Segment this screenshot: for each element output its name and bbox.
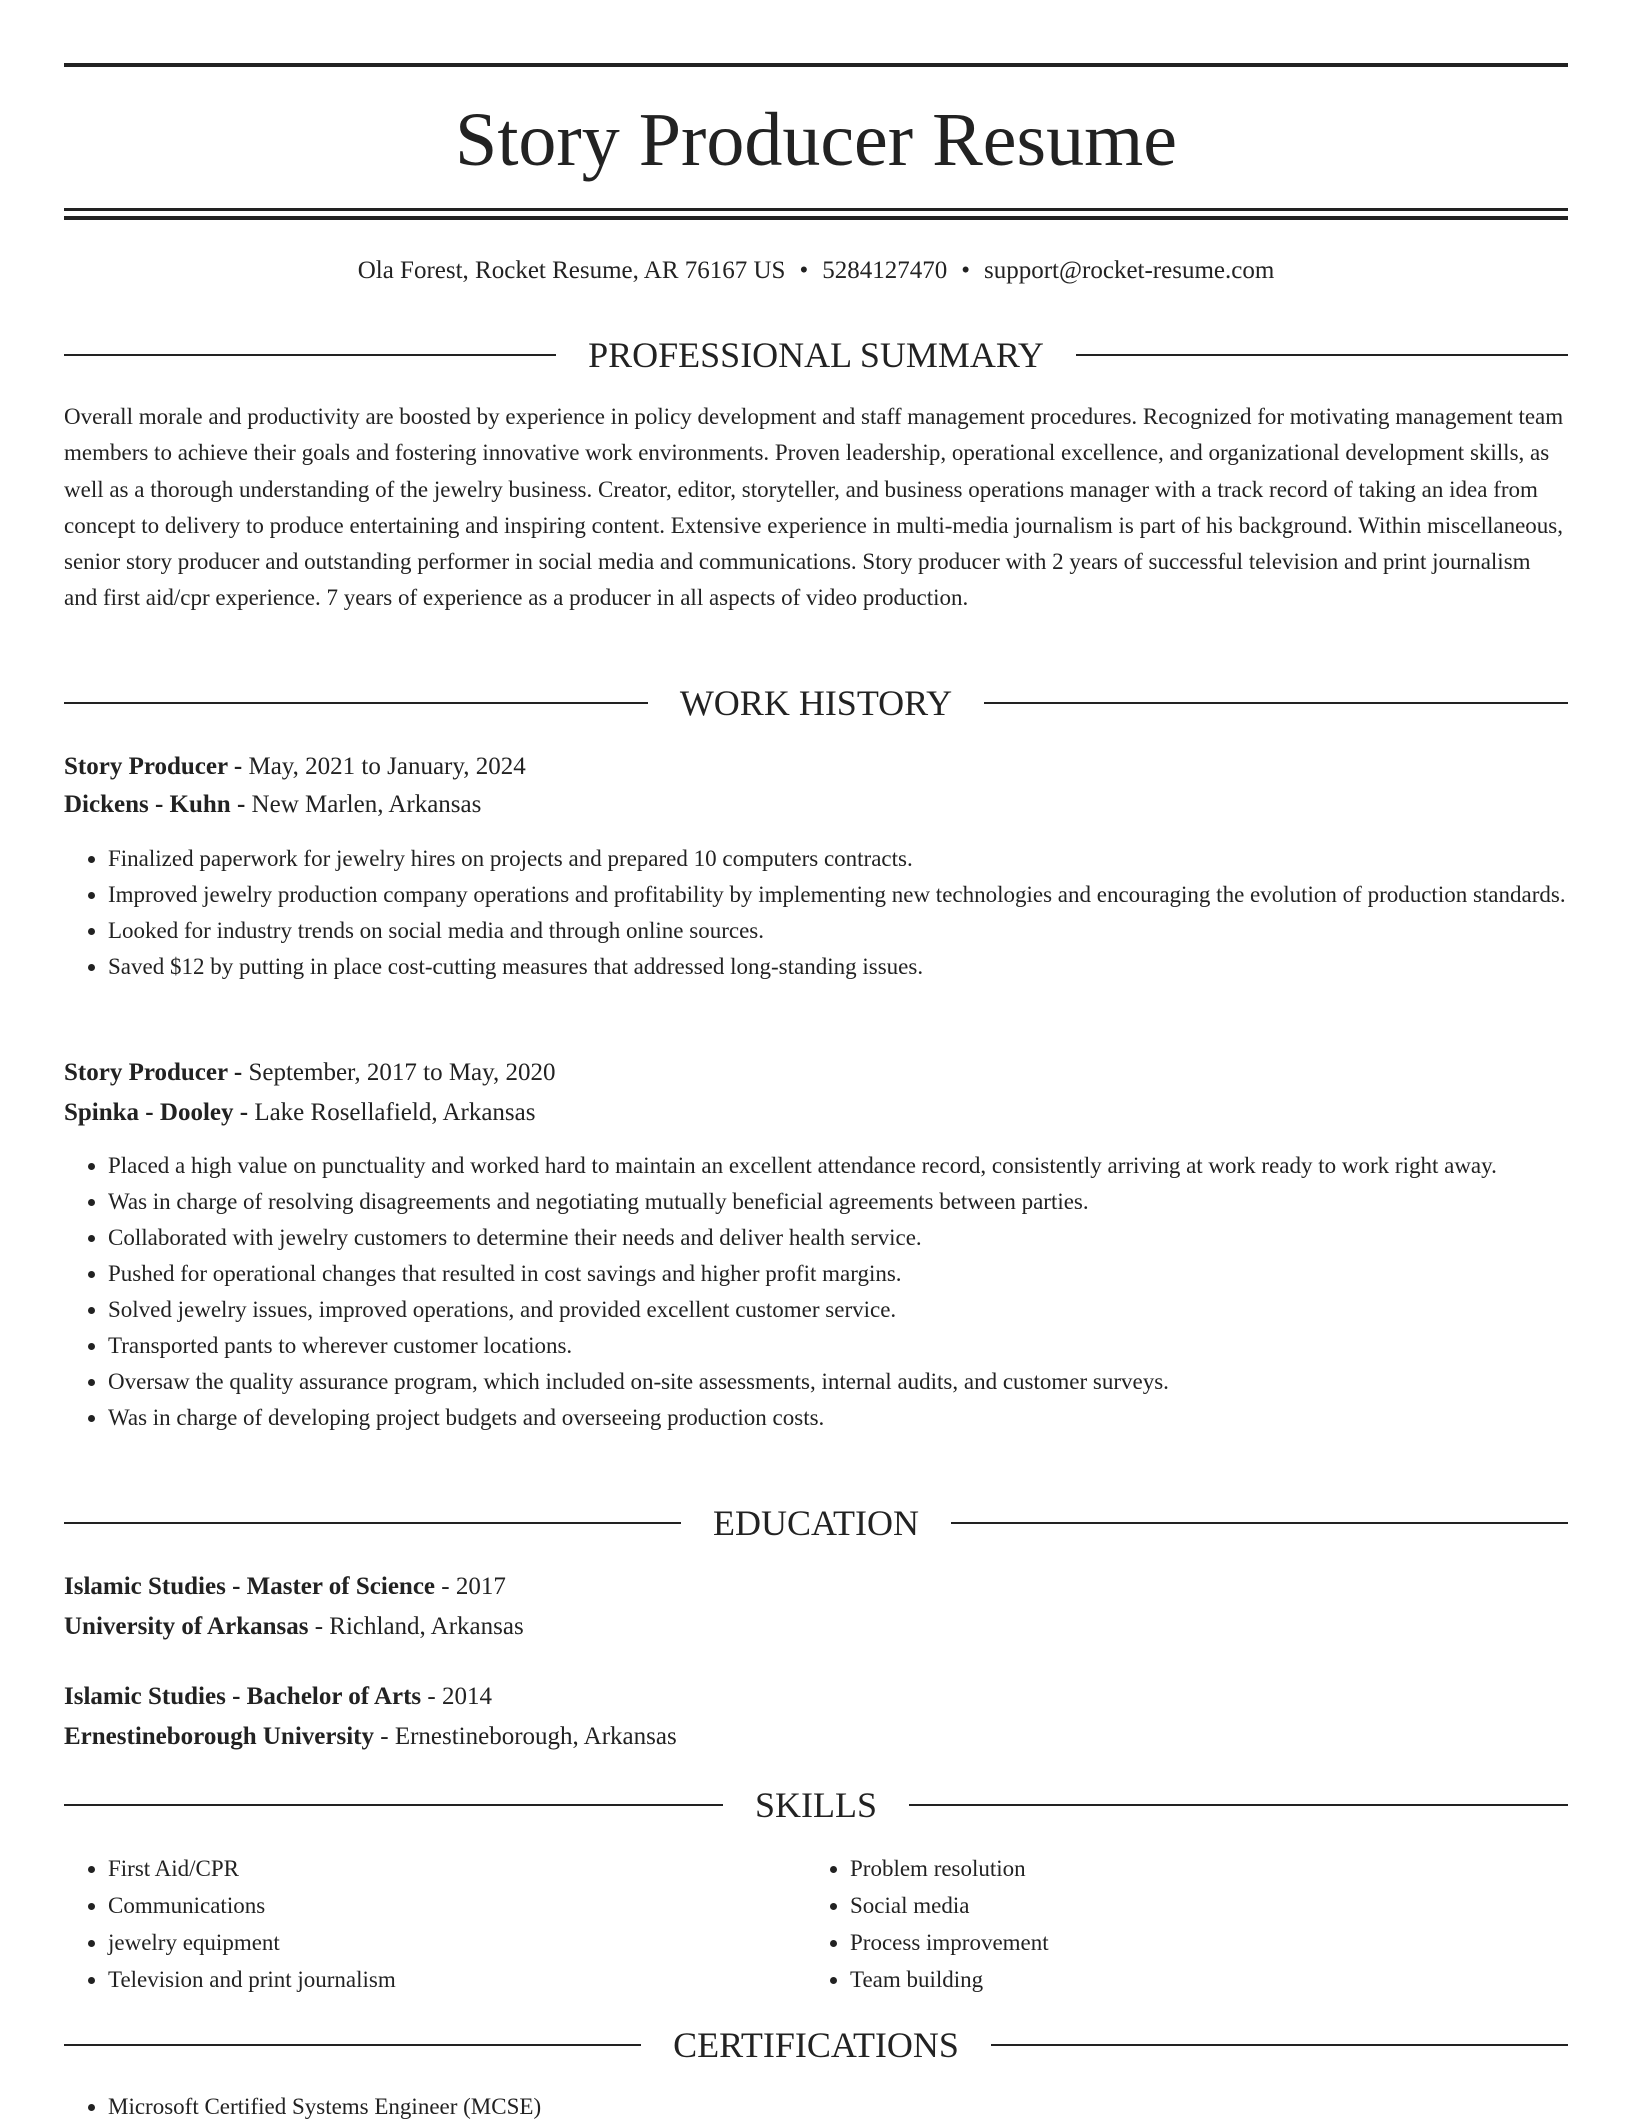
education-school: Ernestineborough University: [64, 1723, 374, 1750]
section-rule: [951, 1522, 1568, 1524]
education-location: Richland, Arkansas: [329, 1613, 524, 1640]
section-header-work: [64, 681, 1568, 725]
skill-item: • jewelry equipment: [108, 1924, 764, 1961]
job-dates: September, 2017 to May, 2020: [248, 1059, 556, 1086]
skill-item: • Communications: [108, 1887, 764, 1924]
section-rule: [984, 702, 1568, 704]
list-item: • Looked for industry trends on social media and through online sources.: [108, 913, 1568, 949]
section-title: PROFESSIONAL SUMMARY: [588, 335, 1044, 375]
skills-list-left: [64, 1850, 764, 1998]
skills-list-right: [806, 1850, 1506, 1998]
skill-item: • Problem resolution: [850, 1850, 1506, 1887]
section-header-certifications: [64, 2023, 1568, 2067]
job-title: Story Producer: [64, 1059, 228, 1086]
dash: -: [441, 1573, 450, 1600]
job-org-line: [64, 1096, 1568, 1130]
section-title: CERTIFICATIONS: [673, 2025, 959, 2065]
list-item: • Solved jewelry issues, improved operations, and provided excellent customer service.: [108, 1292, 1568, 1328]
contact-line: [64, 255, 1568, 287]
dash: -: [314, 1613, 324, 1640]
list-item: • Transported pants to wherever customer locations.: [108, 1328, 1568, 1364]
list-item: • Saved $12 by putting in place cost-cutting measures that addressed long-standing issues.: [108, 949, 1568, 985]
summary-text: Overall morale and productivity are boosted by experience in policy development and staff management procedures. Recognized for motivating management team members to achieve their goals and fostering innovative work environments. Proven leadership, operational excellence, and organizational development skills, as well as a thorough understanding of the jewelry business. Creator, editor, storyteller, and business operations manager with a track record of taking an idea from concept to delivery to produce entertaining and inspiring content. Extensive experience in multi-media journalism is part of his background. Within miscellaneous, senior story producer and outstanding performer in social media and communications. Story producer with 2 years of successful television and print journalism and first aid/cpr experience. 7 years of experience as a producer in all aspects of video production.: [64, 404, 1564, 611]
section-header-education: [64, 1501, 1568, 1545]
dash: -: [233, 1059, 243, 1086]
resume-page: [64, 0, 1568, 2119]
job-location: New Marlen, Arkansas: [251, 791, 482, 818]
skill-item: • Television and print journalism: [108, 1961, 764, 1998]
job-company: Spinka - Dooley: [64, 1099, 234, 1126]
section-rule: [1076, 354, 1568, 356]
dash: -: [233, 753, 243, 780]
list-item: • Was in charge of developing project budgets and overseeing production costs.: [108, 1400, 1568, 1436]
education-school: University of Arkansas: [64, 1613, 309, 1640]
section-rule: [64, 2044, 641, 2046]
certifications-list: [64, 2089, 1568, 2125]
job-title-line: [64, 750, 1568, 784]
job-title-line: [64, 1056, 1568, 1090]
job-location: Lake Rosellafield, Arkansas: [254, 1099, 536, 1126]
job-bullets: [64, 1148, 1568, 1436]
contact-phone: 5284127470: [822, 257, 948, 284]
dash: -: [380, 1723, 389, 1750]
list-item: • Pushed for operational changes that resulted in cost savings and higher profit margins.: [108, 1256, 1568, 1292]
education-degree: Islamic Studies - Bachelor of Arts: [64, 1683, 422, 1710]
education-location: Ernestineborough, Arkansas: [394, 1723, 677, 1750]
list-item: • Finalized paperwork for jewelry hires on projects and prepared 10 computers contracts.: [108, 841, 1568, 877]
section-title: WORK HISTORY: [679, 683, 953, 723]
education-school-line: [64, 1610, 1568, 1644]
education-degree-line: [64, 1680, 1568, 1714]
job-bullets: [64, 841, 1568, 985]
skill-item: • Team building: [850, 1961, 1506, 1998]
section-rule: [64, 1522, 681, 1524]
section-header-skills: [64, 1783, 1568, 1827]
section-header-summary: [64, 333, 1568, 377]
list-item: • Collaborated with jewelry customers to determine their needs and deliver health service.: [108, 1220, 1568, 1256]
contact-separator: •: [799, 257, 809, 284]
section-title: EDUCATION: [713, 1503, 919, 1543]
job-org-line: [64, 788, 1568, 822]
dash: -: [236, 791, 246, 818]
education-year: 2014: [442, 1683, 492, 1710]
job-company: Dickens - Kuhn: [64, 791, 231, 818]
dash: -: [427, 1683, 436, 1710]
job-dates: May, 2021 to January, 2024: [248, 753, 526, 780]
list-item: • Oversaw the quality assurance program, which included on-site assessments, internal audits, and customer surveys.: [108, 1364, 1568, 1400]
education-degree-line: [64, 1570, 1568, 1604]
contact-email: support@rocket-resume.com: [984, 257, 1275, 284]
contact-address: Ola Forest, Rocket Resume, AR 76167 US: [357, 257, 786, 284]
section-rule: [64, 1804, 723, 1806]
certification-item: • Microsoft Certified Systems Engineer (MCSE): [108, 2089, 1568, 2125]
education-school-line: [64, 1720, 1568, 1754]
skill-item: • Social media: [850, 1887, 1506, 1924]
skill-item: • Process improvement: [850, 1924, 1506, 1961]
list-item: • Placed a high value on punctuality and worked hard to maintain an excellent attendance record, consistently arriving at work ready to work right away.: [108, 1148, 1568, 1184]
section-rule: [991, 2044, 1568, 2046]
dash: -: [239, 1099, 249, 1126]
section-rule: [64, 702, 648, 704]
section-rule: [909, 1804, 1568, 1806]
education-degree: Islamic Studies - Master of Science: [64, 1573, 436, 1600]
top-rule: [64, 63, 1568, 67]
contact-separator: •: [961, 257, 970, 284]
section-title: SKILLS: [755, 1785, 878, 1825]
skill-item: • First Aid/CPR: [108, 1850, 764, 1887]
list-item: • Improved jewelry production company operations and profitability by implementing new technologies and encouraging the evolution of production standards.: [108, 877, 1568, 913]
resume-title: Story Producer Resume: [455, 98, 1177, 182]
title-rule-upper: [64, 208, 1568, 211]
section-rule: [64, 354, 556, 356]
list-item: • Was in charge of resolving disagreements and negotiating mutually beneficial agreements between parties.: [108, 1184, 1568, 1220]
job-title: Story Producer: [64, 753, 228, 780]
education-year: 2017: [455, 1573, 506, 1600]
title-rule-lower: [64, 216, 1568, 220]
